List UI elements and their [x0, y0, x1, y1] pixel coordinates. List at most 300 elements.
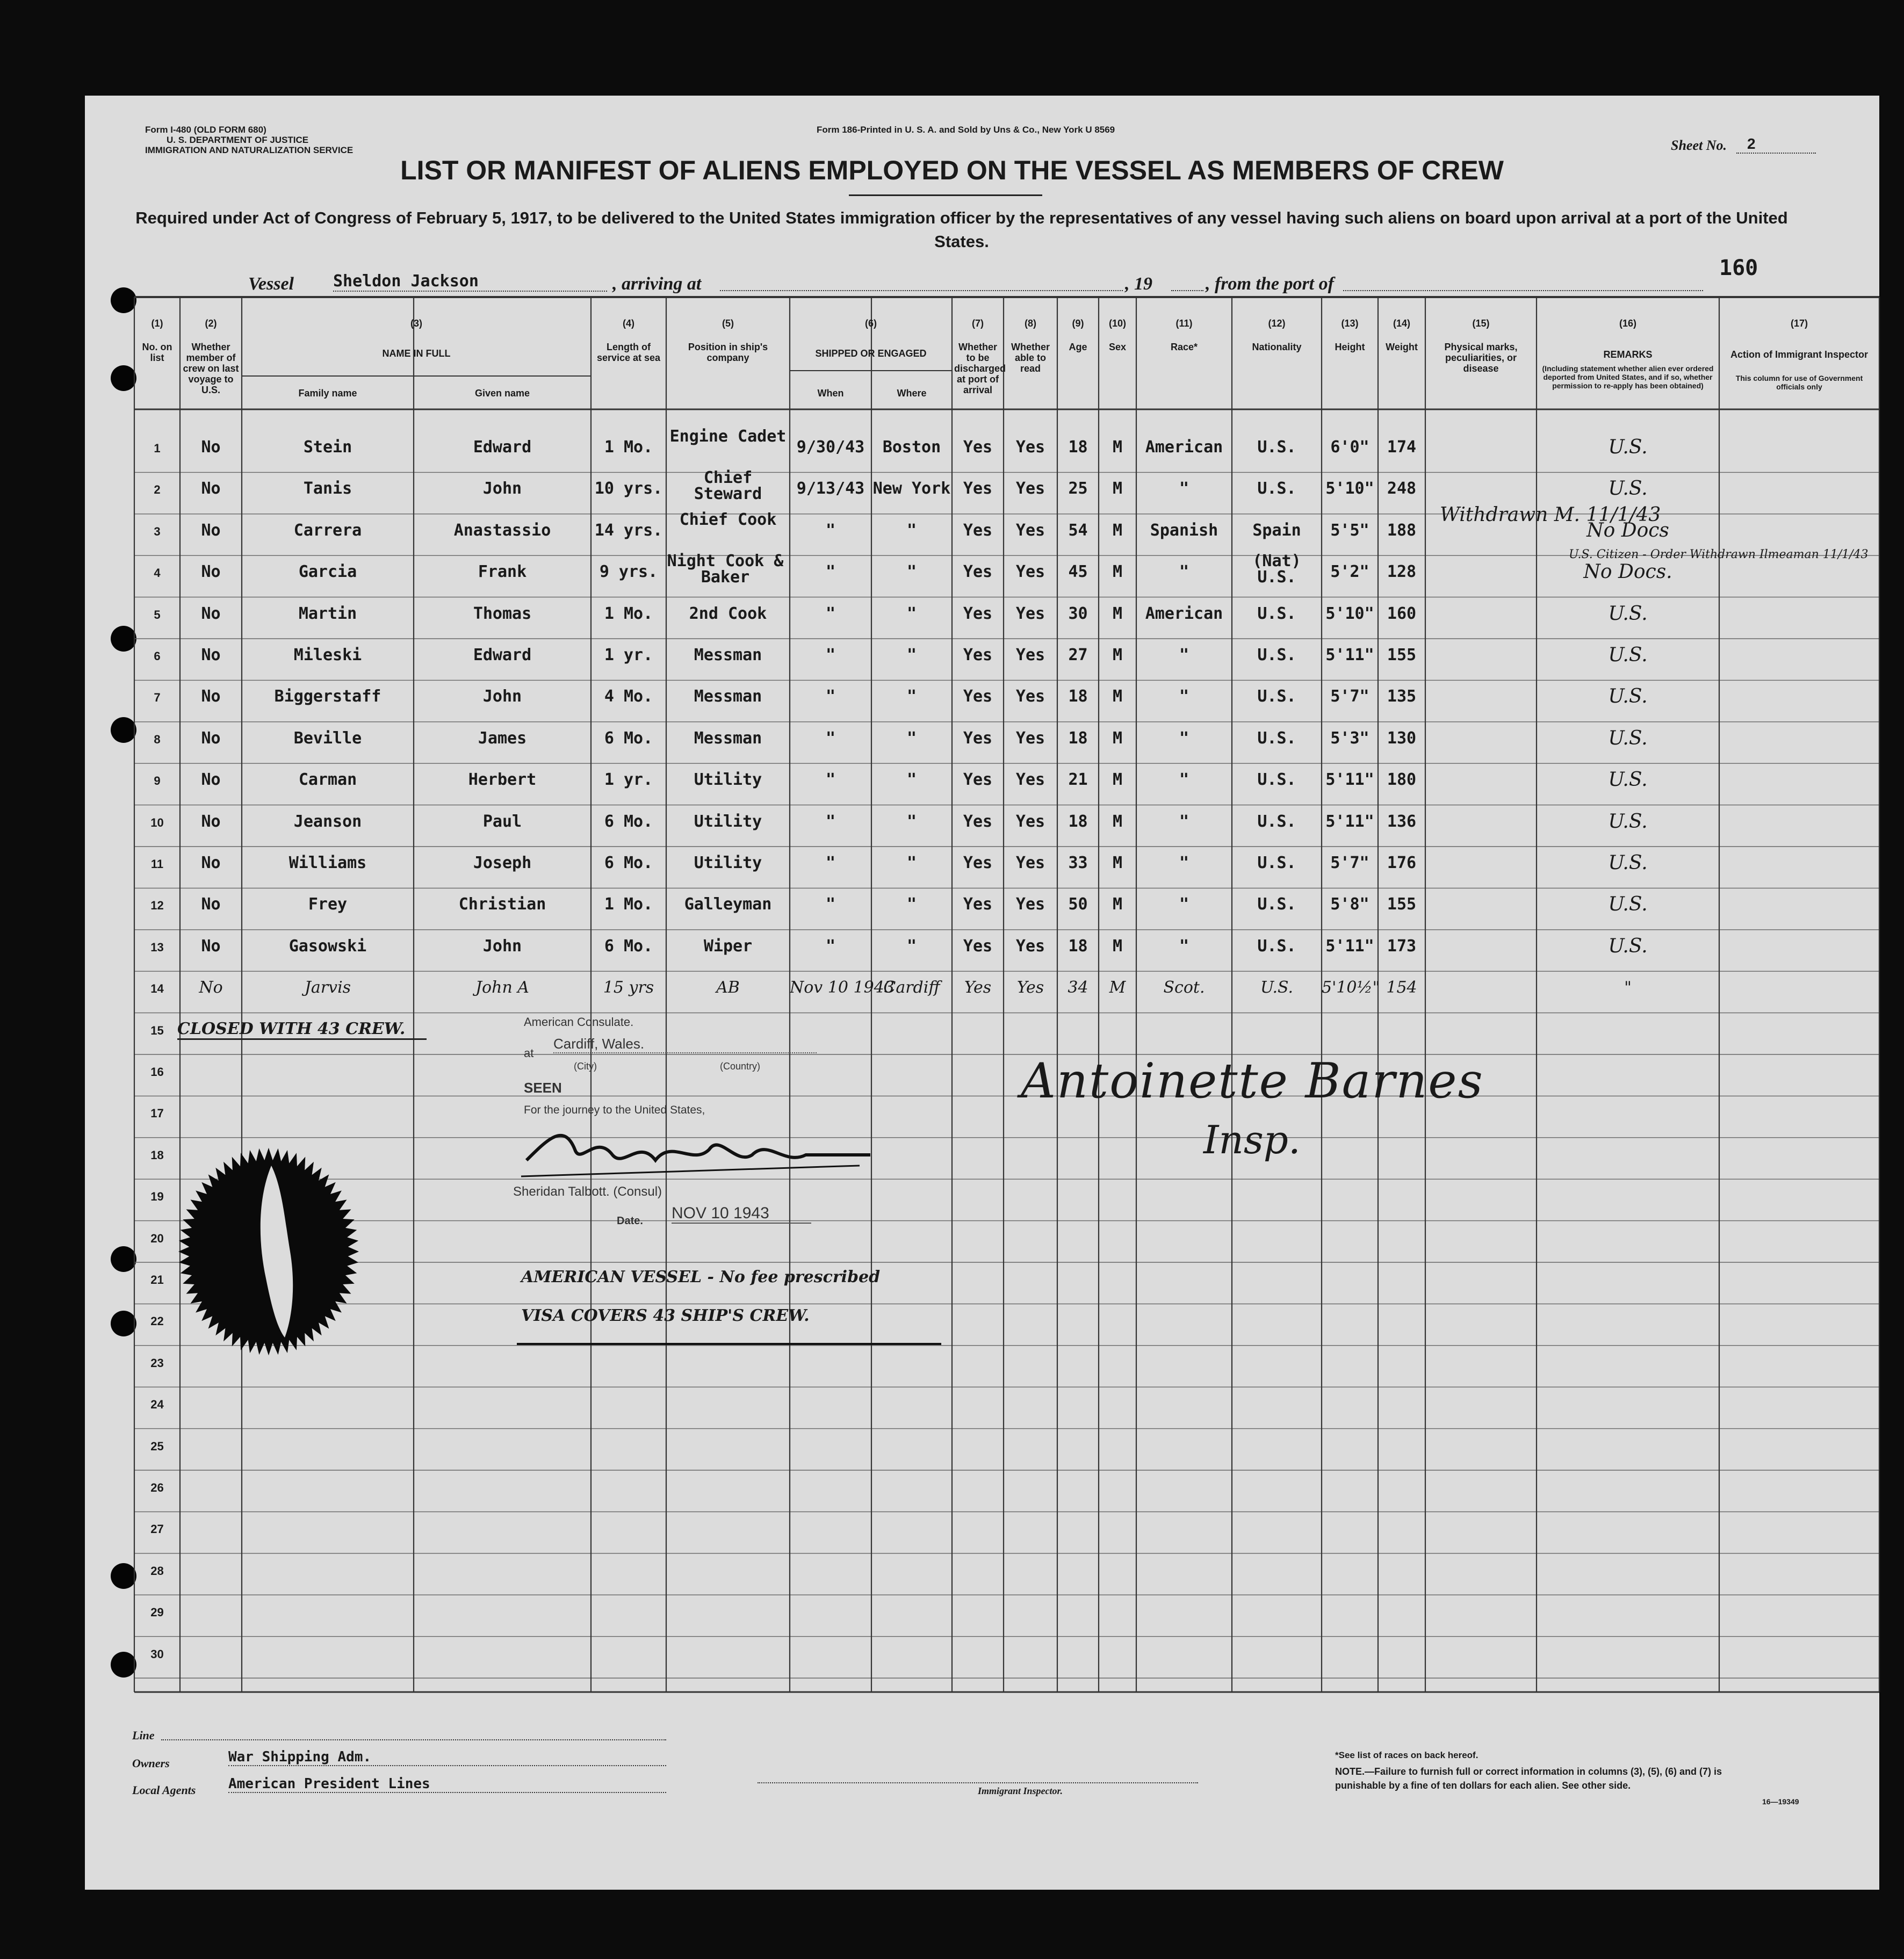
date-stamp: NOV 10 1943 [672, 1204, 811, 1224]
cell-given: James [478, 728, 527, 748]
cell-nationality: U.S. [1257, 812, 1296, 831]
cell-action: U.S. [1608, 935, 1648, 957]
cell-sex: M [1112, 479, 1123, 498]
row-number: 15 [150, 1023, 164, 1037]
cell-where: " [906, 604, 917, 623]
column-number: (10) [1108, 318, 1126, 329]
cell-nationality: U.S. [1257, 438, 1296, 457]
cell-position: Utility [694, 812, 762, 831]
cell-race: " [1179, 812, 1189, 831]
cell-member: No [201, 812, 221, 831]
cell-weight: 180 [1387, 770, 1417, 790]
sheet-number: 2 [1736, 135, 1816, 154]
cell-nationality: U.S. [1257, 479, 1296, 498]
column-label: Sex [1108, 342, 1127, 352]
agents-value: American President Lines [228, 1776, 666, 1793]
column-label: NAME IN FULL [382, 348, 451, 359]
cell-height: 5'7" [1330, 687, 1369, 706]
cell-race: " [1179, 562, 1189, 582]
column-label: Whether able to read [1011, 342, 1050, 374]
cell-position: Messman [694, 646, 762, 664]
cell-position: Messman [694, 687, 762, 706]
cell-member: No [201, 895, 221, 914]
cell-age: 45 [1068, 562, 1088, 582]
city-label: (City) [574, 1061, 597, 1072]
cell-when: " [825, 895, 836, 914]
cell-when: " [825, 687, 836, 706]
cell-action: U.S. [1608, 769, 1648, 791]
cell-sex: M [1109, 978, 1126, 997]
year-label: , 19 [1125, 274, 1152, 294]
cell-sex: M [1112, 812, 1123, 831]
cell-race: " [1179, 646, 1189, 664]
cell-sex: M [1112, 521, 1123, 540]
cell-action: U.S. [1608, 852, 1648, 874]
cell-position: Wiper [703, 936, 753, 956]
cell-position: Engine Cadet [669, 427, 787, 446]
column-number: (12) [1268, 318, 1286, 329]
cell-service: 6 Mo. [604, 936, 653, 956]
cell-sex: M [1112, 854, 1123, 872]
cell-when: " [825, 728, 836, 748]
cell-nationality: U.S. [1257, 854, 1296, 872]
cell-read: Yes [1015, 728, 1045, 748]
cell-family: Garcia [298, 562, 357, 582]
cell-age: 50 [1068, 895, 1088, 914]
cell-read: Yes [1015, 812, 1045, 831]
row-number: 22 [150, 1314, 164, 1328]
column-label: SHIPPED OR ENGAGED [815, 348, 927, 359]
consulate-at: at [524, 1046, 534, 1060]
cell-age: 30 [1068, 604, 1088, 623]
cell-action: U.S. [1608, 685, 1648, 708]
cell-given: Paul [482, 812, 522, 831]
row-number: 2 [154, 483, 161, 497]
cell-race: Spanish [1150, 521, 1218, 540]
cell-age: 18 [1068, 936, 1088, 956]
row-number: 26 [150, 1481, 164, 1494]
cell-weight: 248 [1387, 479, 1417, 498]
cell-nationality: U.S. [1257, 895, 1296, 914]
cell-family: Frey [308, 895, 348, 914]
row-number: 27 [150, 1522, 164, 1536]
cell-where: " [906, 895, 917, 914]
cell-given: Edward [473, 646, 532, 664]
cell-member: No [201, 438, 221, 457]
cell-when: Nov 10 1943 [790, 978, 895, 997]
row-number: 12 [150, 899, 164, 913]
cell-sex: M [1112, 770, 1123, 790]
cell-height: 5'11" [1325, 936, 1374, 956]
cell-weight: 174 [1387, 438, 1417, 457]
line-field [161, 1739, 666, 1740]
cell-family: Williams [289, 854, 367, 872]
cell-height: 5'10" [1325, 479, 1374, 498]
cell-position: Chief Cook [679, 510, 777, 529]
cell-service: 6 Mo. [604, 812, 653, 831]
cell-read: Yes [1015, 936, 1045, 956]
cell-height: 5'11" [1325, 812, 1374, 831]
cell-given: John [482, 687, 522, 706]
cell-sex: M [1112, 936, 1123, 956]
cell-read: Yes [1015, 895, 1045, 914]
cell-age: 25 [1068, 479, 1088, 498]
consul-signature-icon [516, 1117, 881, 1187]
cell-race: " [1179, 936, 1189, 956]
cell-given: John [482, 479, 522, 498]
cell-nationality: (Nat) U.S. [1252, 552, 1301, 587]
cell-weight: 135 [1387, 687, 1417, 706]
column-note: (Including statement whether alien ever ordered deported from United States, and if so, whether permission to re-apply has been obtained) [1542, 364, 1714, 390]
cell-service: 6 Mo. [604, 854, 653, 872]
cell-action: U.S. [1608, 602, 1648, 625]
row-number: 23 [150, 1356, 164, 1370]
cell-discharge: Yes [963, 646, 993, 664]
agents-label: Local Agents [132, 1783, 196, 1797]
page-title: LIST OR MANIFEST OF ALIENS EMPLOYED ON THE VESSEL AS MEMBERS OF CREW [400, 155, 1504, 185]
cell-discharge: Yes [963, 936, 993, 956]
row-number: 25 [150, 1439, 164, 1453]
column-label: Length of service at sea [596, 342, 661, 363]
owners-label: Owners [132, 1756, 170, 1770]
cell-age: 34 [1068, 978, 1088, 997]
column-sublabel: When [817, 388, 844, 399]
penalty-note: NOTE.—Failure to furnish full or correct information in columns (3), (5), (6) and (7) is punishable by a fine of ten dollars for each alien. See other side. [1335, 1766, 1722, 1791]
row-number: 9 [154, 774, 161, 788]
cell-sex: M [1112, 562, 1123, 582]
cell-when: " [825, 562, 836, 582]
cell-read: Yes [1015, 479, 1045, 498]
cell-height: 5'10" [1325, 604, 1374, 623]
cell-service: 6 Mo. [604, 728, 653, 748]
cell-discharge: Yes [963, 562, 993, 582]
consul-name: Sheridan Talbott. (Consul) [513, 1184, 662, 1199]
cell-height: 5'3" [1330, 728, 1369, 748]
cell-height: 5'2" [1330, 562, 1369, 582]
inspector-signature: Antoinette Barnes [1021, 1053, 1484, 1109]
cell-nationality: U.S. [1257, 604, 1296, 623]
consulate-line: American Consulate. [524, 1015, 634, 1029]
column-number: (2) [205, 318, 217, 329]
cell-discharge: Yes [963, 728, 993, 748]
cell-family: Jeanson [293, 812, 362, 831]
cell-weight: 155 [1387, 895, 1417, 914]
cell-action: U.S. [1608, 436, 1648, 458]
cell-sex: M [1112, 604, 1123, 623]
cell-read: Yes [1015, 854, 1045, 872]
cell-discharge: Yes [963, 438, 993, 457]
cell-position: Messman [694, 728, 762, 748]
cell-sex: M [1112, 646, 1123, 664]
cell-race: " [1179, 854, 1189, 872]
cell-weight: 154 [1386, 978, 1417, 997]
cell-where: " [906, 854, 917, 872]
cell-family: Mileski [293, 646, 362, 664]
cell-age: 18 [1068, 687, 1088, 706]
cell-when: " [825, 604, 836, 623]
races-note: *See list of races on back hereof. [1335, 1750, 1479, 1760]
cell-action: U.S. [1608, 727, 1648, 749]
cell-member: No [201, 936, 221, 956]
line-label: Line [132, 1729, 155, 1742]
cell-height: 5'11" [1325, 770, 1374, 790]
cell-when: " [825, 521, 836, 540]
cell-height: 5'7" [1330, 854, 1369, 872]
column-number: (11) [1175, 318, 1193, 329]
cell-action: U.S. [1608, 893, 1648, 916]
cell-nationality: U.S. [1257, 646, 1296, 664]
cell-age: 18 [1068, 438, 1088, 457]
cell-where: New York [872, 479, 951, 498]
cell-where: " [906, 936, 917, 956]
cell-read: Yes [1015, 438, 1045, 457]
column-number: (13) [1341, 318, 1359, 329]
printer-note: Form 186-Printed in U. S. A. and Sold by Uns & Co., New York U 8569 [817, 125, 1115, 135]
cell-member: No [201, 521, 221, 540]
cell-nationality: U.S. [1257, 687, 1296, 706]
cell-action: No Docs. [1583, 561, 1672, 583]
cell-nationality: U.S. [1257, 728, 1296, 748]
cell-family: Martin [298, 604, 357, 623]
cell-family: Tanis [303, 479, 352, 498]
form-code: 16—19349 [1762, 1797, 1799, 1806]
cell-weight: 155 [1387, 646, 1417, 664]
from-label: , from the port of [1206, 274, 1334, 294]
cell-given: John [482, 936, 522, 956]
cell-when: 9/13/43 [796, 479, 865, 498]
cell-family: Gasowski [289, 936, 367, 956]
vessel-label: Vessel [248, 274, 294, 294]
cell-service: 9 yrs. [599, 562, 658, 582]
cell-height: 5'11" [1325, 646, 1374, 664]
column-label: Physical marks, peculiarities, or disease [1444, 342, 1518, 374]
row-number: 24 [150, 1398, 164, 1412]
column-number: (9) [1072, 318, 1084, 329]
cell-member: No [201, 687, 221, 706]
cell-family: Stein [303, 438, 352, 457]
cell-given: Anastassio [453, 521, 551, 540]
cell-given: Christian [458, 895, 546, 914]
cell-when: " [825, 770, 836, 790]
column-number: (3) [410, 318, 422, 329]
column-number: (1) [151, 318, 163, 329]
row-number: 19 [150, 1190, 164, 1204]
column-number: (8) [1025, 318, 1036, 329]
cell-weight: 136 [1387, 812, 1417, 831]
cell-family: Jarvis [304, 978, 351, 997]
cell-height: 5'10½" [1322, 978, 1380, 997]
column-label: Whether to be discharged at port of arrival [954, 342, 1006, 395]
column-number: (15) [1472, 318, 1490, 329]
row-number: 4 [154, 566, 161, 580]
cell-service: 1 Mo. [604, 895, 653, 914]
cell-action: U.S. [1608, 810, 1648, 833]
cell-when: " [825, 646, 836, 664]
cell-member: No [201, 646, 221, 664]
row-number: 29 [150, 1606, 164, 1620]
row-number: 17 [150, 1107, 164, 1121]
seen-stamp: SEEN [524, 1080, 562, 1096]
row-number: 18 [150, 1148, 164, 1162]
cell-when: " [825, 812, 836, 831]
arriving-label: , arriving at [612, 274, 702, 294]
cell-when: " [825, 936, 836, 956]
cell-nationality: U.S. [1257, 770, 1296, 790]
requirement-text: Required under Act of Congress of February 5, 1917, to be delivered to the United States immigration officer by the representatives of any vessel having such aliens on board upon arrival at a port of the United States. [135, 208, 1788, 251]
cell-position: Night Cook & Baker [667, 552, 784, 587]
cell-service: 1 yr. [604, 770, 653, 790]
cell-member: No [201, 562, 221, 582]
cell-age: 21 [1068, 770, 1088, 790]
cell-position: Utility [694, 854, 762, 872]
column-label: Nationality [1252, 342, 1302, 352]
cell-weight: 130 [1387, 728, 1417, 748]
cell-read: Yes [1015, 604, 1045, 623]
cell-age: 18 [1068, 812, 1088, 831]
cell-discharge: Yes [963, 687, 993, 706]
visa-note: VISA COVERS 43 SHIP'S CREW. [521, 1306, 810, 1325]
cell-member: No [201, 770, 221, 790]
cell-when: 9/30/43 [796, 438, 865, 457]
column-number: (4) [623, 318, 634, 329]
cell-where: " [906, 646, 917, 664]
cell-service: 10 yrs. [594, 479, 663, 498]
form-id-line: Form I-480 (OLD FORM 680) [145, 125, 266, 135]
cell-where: " [906, 687, 917, 706]
cell-read: Yes [1015, 521, 1045, 540]
cell-given: Joseph [473, 854, 532, 872]
cell-age: 33 [1068, 854, 1088, 872]
cell-race: American [1145, 604, 1223, 623]
column-sublabel: Family name [298, 388, 357, 399]
seal-icon [177, 1144, 360, 1359]
row-number: 1 [154, 442, 161, 455]
cell-member: No [201, 854, 221, 872]
row-number: 13 [150, 940, 164, 954]
cell-where: " [906, 770, 917, 790]
cell-race: " [1179, 687, 1189, 706]
cell-member: No [201, 728, 221, 748]
cell-when: " [825, 854, 836, 872]
row-number: 6 [154, 649, 161, 663]
consulate-city: Cardiff, Wales. [553, 1036, 817, 1053]
column-number: (7) [972, 318, 984, 329]
cell-discharge: Yes [963, 770, 993, 790]
remark-handwriting: Withdrawn M. 11/1/43 [1440, 504, 1661, 526]
row-number: 10 [150, 815, 164, 829]
cell-where: " [906, 562, 917, 582]
cell-race: Scot. [1163, 978, 1205, 997]
cell-race: " [1179, 895, 1189, 914]
cell-nationality: U.S. [1260, 978, 1294, 997]
cell-where: " [906, 728, 917, 748]
row-number: 20 [150, 1231, 164, 1245]
cell-discharge: Yes [963, 812, 993, 831]
column-label: Height [1335, 342, 1365, 352]
cell-race: " [1179, 479, 1189, 498]
cell-where: Boston [882, 438, 941, 457]
cell-member: No [201, 479, 221, 498]
cell-where: Cardiff [883, 978, 940, 997]
cell-sex: M [1112, 687, 1123, 706]
column-label: Position in ship's company [688, 342, 768, 363]
column-number: (14) [1393, 318, 1410, 329]
cell-member: No [201, 604, 221, 623]
cell-action: U.S. [1608, 644, 1648, 666]
inspector-title: Insp. [1203, 1117, 1301, 1162]
cell-sex: M [1112, 438, 1123, 457]
column-number: (16) [1619, 318, 1636, 329]
cell-service: 14 yrs. [594, 521, 663, 540]
column-sublabel: Where [897, 388, 927, 399]
column-number: (17) [1790, 318, 1808, 329]
journey-text: For the journey to the United States, [524, 1104, 705, 1116]
cell-action: U.S. [1608, 478, 1648, 500]
cell-given: Herbert [468, 770, 537, 790]
row-number: 30 [150, 1647, 164, 1661]
cell-service: 1 Mo. [604, 604, 653, 623]
sheet-label: Sheet No. [1671, 138, 1727, 153]
page-number: 160 [1719, 256, 1758, 280]
cell-sex: M [1112, 728, 1123, 748]
row-number: 7 [154, 691, 161, 705]
column-label: REMARKS [1603, 349, 1653, 360]
owners-value: War Shipping Adm. [228, 1749, 666, 1766]
cell-weight: 128 [1387, 562, 1417, 582]
closed-note: CLOSED WITH 43 CREW. [177, 1020, 427, 1040]
cell-race: American [1145, 438, 1223, 457]
column-note: This column for use of Government officials only [1735, 374, 1863, 391]
row-number: 28 [150, 1564, 164, 1578]
cell-position: AB [716, 978, 740, 997]
cell-discharge: Yes [963, 854, 993, 872]
cell-discharge: Yes [963, 895, 993, 914]
column-label: Race* [1170, 342, 1198, 352]
cell-weight: 160 [1387, 604, 1417, 623]
cell-height: 5'5" [1330, 521, 1369, 540]
cell-member: No [199, 978, 223, 997]
column-label: No. on list [142, 342, 172, 363]
cell-discharge: Yes [963, 479, 993, 498]
remark-handwriting: U.S. Citizen - Order Withdrawn Ilmeaman 11/1/43 [1569, 548, 1869, 561]
cell-weight: 176 [1387, 854, 1417, 872]
column-number: (6) [865, 318, 877, 329]
cell-discharge: Yes [964, 978, 992, 997]
cell-discharge: Yes [963, 604, 993, 623]
column-label: Whether member of crew on last voyage to U.S. [183, 342, 239, 395]
cell-sex: M [1112, 895, 1123, 914]
row-number: 3 [154, 524, 161, 538]
cell-family: Beville [293, 728, 362, 748]
cell-position: 2nd Cook [689, 604, 767, 623]
cell-action: " [1624, 978, 1632, 997]
cell-family: Biggerstaff [274, 687, 381, 706]
cell-age: 18 [1068, 728, 1088, 748]
column-sublabel: Given name [474, 388, 530, 399]
inspector-label: Immigrant Inspector. [978, 1785, 1063, 1796]
cell-position: Utility [694, 770, 762, 790]
column-label: Age [1069, 342, 1087, 352]
cell-service: 1 yr. [604, 646, 653, 664]
cell-nationality: U.S. [1257, 936, 1296, 956]
row-number: 14 [150, 982, 164, 996]
cell-service: 1 Mo. [604, 438, 653, 457]
cell-weight: 173 [1387, 936, 1417, 956]
row-number: 5 [154, 608, 161, 621]
cell-given: John A [475, 978, 529, 997]
country-label: (Country) [720, 1061, 761, 1072]
cell-read: Yes [1015, 687, 1045, 706]
